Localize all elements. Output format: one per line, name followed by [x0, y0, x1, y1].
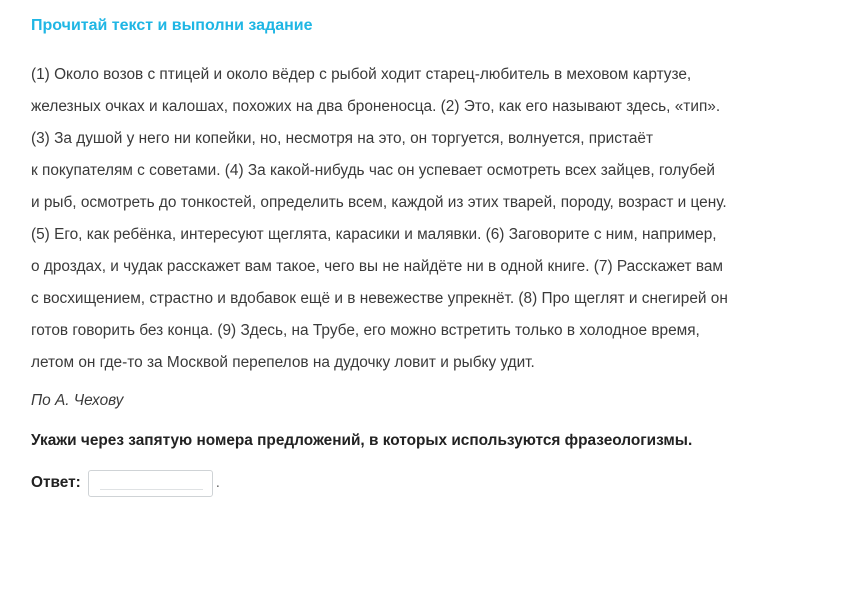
- task-title: Прочитай текст и выполни задание: [31, 17, 313, 34]
- text-line: готов говорить без конца. (9) Здесь, на Трубе, его можно встретить только в холодное время,: [31, 322, 700, 339]
- answer-input[interactable]: [88, 470, 213, 497]
- text-line: (5) Его, как ребёнка, интересуют щеглята, карасики и малявки. (6) Заговорите с ним, например,: [31, 226, 717, 243]
- text-line: с восхищением, страстно и вдобавок ещё и в невежестве упрекнёт. (8) Про щеглят и снегирей он: [31, 290, 728, 307]
- task-instruction: Укажи через запятую номера предложений, в которых используются фразеологизмы.: [31, 432, 693, 449]
- text-line: (1) Около возов с птицей и около вёдер с рыбой ходит старец-любитель в меховом картузе,: [31, 66, 692, 83]
- answer-row: [31, 468, 220, 498]
- text-line: к покупателям с советами. (4) За какой-нибудь час он успевает осмотреть всех зайцев, голубей: [31, 162, 716, 179]
- author-attribution: По А. Чехову: [31, 392, 124, 409]
- answer-trailing-dot: .: [215, 474, 220, 491]
- text-line: о дроздах, и чудак расскажет вам такое, чего вы не найдёте ни в одной книге. (7) Расскажет вам: [31, 258, 723, 275]
- text-line: (3) За душой у него ни копейки, но, несмотря на это, он торгуется, волнуется, пристаёт: [31, 130, 654, 147]
- reading-text: [31, 64, 831, 384]
- text-line: и рыб, осмотреть до тонкостей, определить всем, каждой из этих тварей, породу, возраст и цену.: [31, 194, 727, 211]
- text-line: летом он где-то за Москвой перепелов на дудочку ловит и рыбку удит.: [31, 354, 535, 371]
- answer-input-wrapper: [88, 470, 213, 497]
- text-line: железных очках и калошах, похожих на два броненосца. (2) Это, как его называют здесь, «тип».: [31, 98, 721, 115]
- answer-label: Ответ:: [31, 474, 81, 491]
